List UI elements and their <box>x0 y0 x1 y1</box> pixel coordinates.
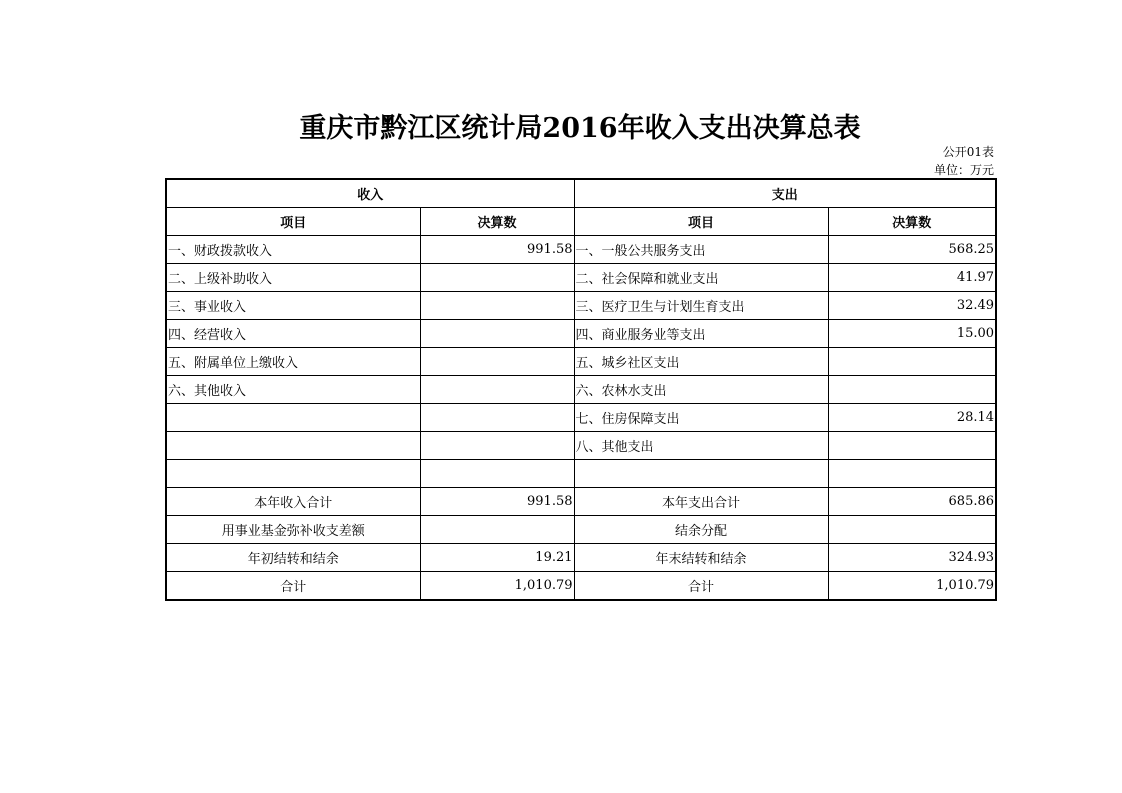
expense-amount-header: 决算数 <box>828 208 996 236</box>
expense-item-cell: 六、农林水支出 <box>574 376 828 404</box>
income-item-cell: 一、财政拨款收入 <box>166 236 420 264</box>
income-amount-cell <box>420 348 574 376</box>
income-amount-cell <box>420 376 574 404</box>
table-row <box>166 460 996 488</box>
expense-amount-cell <box>828 432 996 460</box>
income-amount-cell <box>420 264 574 292</box>
income-item-cell: 三、事业收入 <box>166 292 420 320</box>
table-row <box>166 432 996 460</box>
table-row <box>166 376 996 404</box>
income-amount-cell <box>420 320 574 348</box>
expense-total-amount: 1,010.79 <box>828 572 996 601</box>
income-item-cell <box>166 432 420 460</box>
expense-total-amount: 685.86 <box>828 488 996 516</box>
expense-item-cell <box>574 460 828 488</box>
income-header: 收入 <box>166 179 574 208</box>
page-title: 重庆市黔江区统计局2016年收入支出决算总表 <box>299 113 861 144</box>
income-item-header: 项目 <box>166 208 420 236</box>
expense-item-cell: 八、其他支出 <box>574 432 828 460</box>
income-amount-cell <box>420 432 574 460</box>
table-row <box>166 348 996 376</box>
expense-total-label: 合计 <box>574 572 828 601</box>
table-row <box>166 404 996 432</box>
expense-item-header: 项目 <box>574 208 828 236</box>
expense-amount-cell <box>828 376 996 404</box>
income-amount-cell <box>420 460 574 488</box>
expense-amount-cell: 15.00 <box>828 320 996 348</box>
total-row <box>166 516 996 544</box>
income-total-amount <box>420 516 574 544</box>
section-header-row <box>166 179 996 208</box>
column-header-row <box>166 208 996 236</box>
expense-amount-cell: 41.97 <box>828 264 996 292</box>
expense-amount-cell <box>828 348 996 376</box>
income-total-label: 合计 <box>166 572 420 601</box>
income-item-cell: 五、附属单位上缴收入 <box>166 348 420 376</box>
expense-total-label: 结余分配 <box>574 516 828 544</box>
total-row <box>166 488 996 516</box>
expense-total-amount: 324.93 <box>828 544 996 572</box>
expense-item-cell: 五、城乡社区支出 <box>574 348 828 376</box>
budget-table <box>165 178 997 601</box>
table-row <box>166 264 996 292</box>
expense-amount-cell: 28.14 <box>828 404 996 432</box>
income-item-cell: 六、其他收入 <box>166 376 420 404</box>
income-item-cell <box>166 460 420 488</box>
expense-item-cell: 七、住房保障支出 <box>574 404 828 432</box>
income-amount-header: 决算数 <box>420 208 574 236</box>
expense-amount-cell: 568.25 <box>828 236 996 264</box>
income-amount-cell: 991.58 <box>420 236 574 264</box>
expense-amount-cell <box>828 460 996 488</box>
income-amount-cell <box>420 292 574 320</box>
income-total-label: 年初结转和结余 <box>166 544 420 572</box>
total-row <box>166 572 996 601</box>
table-row <box>166 292 996 320</box>
expense-item-cell: 二、社会保障和就业支出 <box>574 264 828 292</box>
unit-label: 单位：万元 <box>933 163 994 177</box>
expense-total-amount <box>828 516 996 544</box>
income-item-cell: 四、经营收入 <box>166 320 420 348</box>
income-total-label: 本年收入合计 <box>166 488 420 516</box>
income-item-cell <box>166 404 420 432</box>
expense-item-cell: 一、一般公共服务支出 <box>574 236 828 264</box>
table-row <box>166 236 996 264</box>
income-amount-cell <box>420 404 574 432</box>
expense-total-label: 本年支出合计 <box>574 488 828 516</box>
income-total-amount: 19.21 <box>420 544 574 572</box>
expense-total-label: 年末结转和结余 <box>574 544 828 572</box>
income-total-label: 用事业基金弥补收支差额 <box>166 516 420 544</box>
income-total-amount: 1,010.79 <box>420 572 574 601</box>
total-row <box>166 544 996 572</box>
income-item-cell: 二、上级补助收入 <box>166 264 420 292</box>
expense-header: 支出 <box>574 179 996 208</box>
expense-item-cell: 三、医疗卫生与计划生育支出 <box>574 292 828 320</box>
table-row <box>166 320 996 348</box>
expense-amount-cell: 32.49 <box>828 292 996 320</box>
expense-item-cell: 四、商业服务业等支出 <box>574 320 828 348</box>
income-total-amount: 991.58 <box>420 488 574 516</box>
form-number: 公开01表 <box>942 145 994 159</box>
